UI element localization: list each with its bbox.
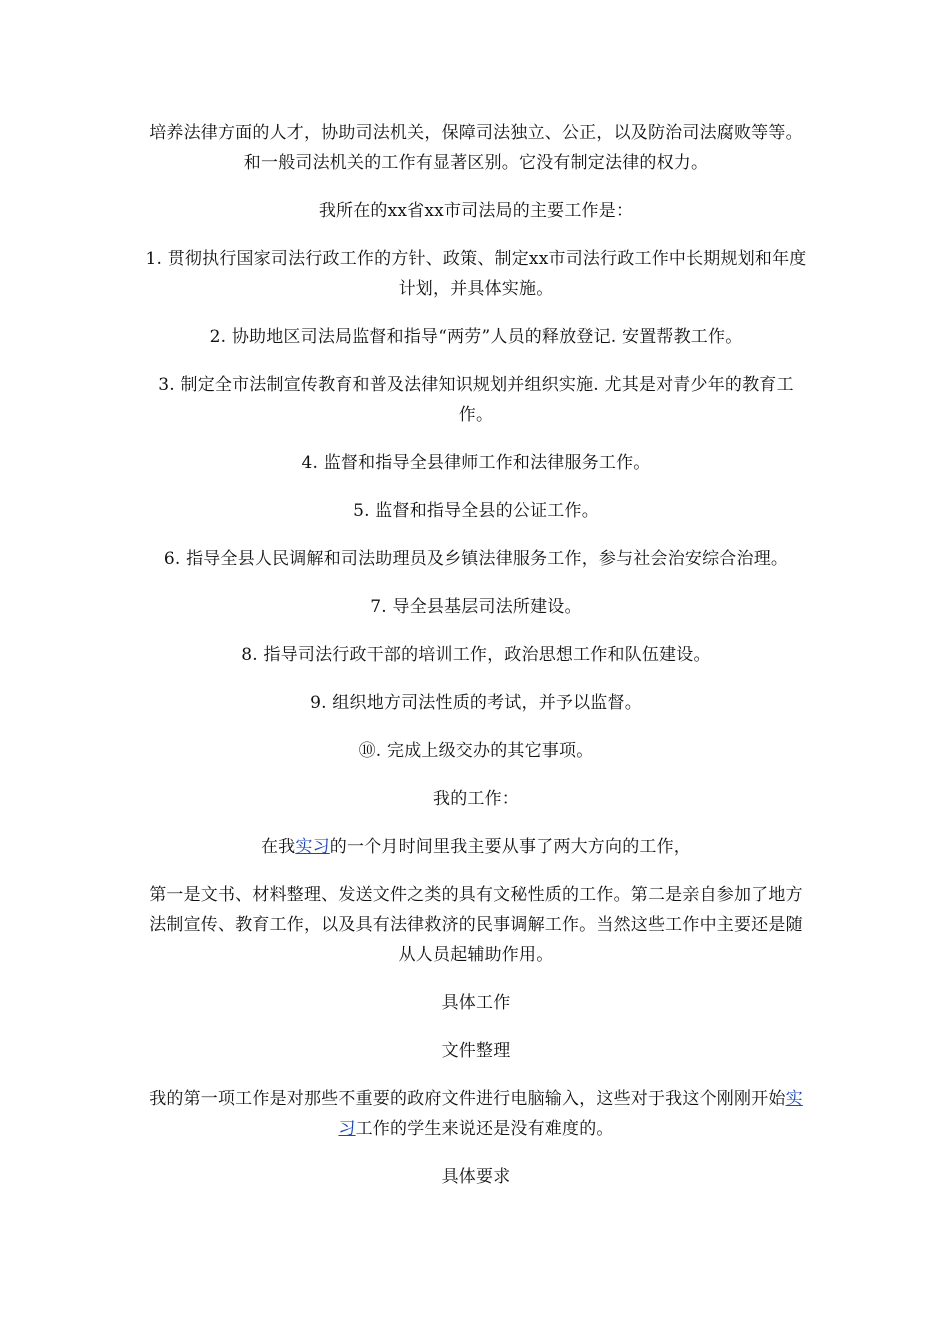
list-item-1: 1. 贯彻执行国家司法行政工作的方针、政策、制定xx市司法行政工作中长期规划和年度计划，并具体实施。: [145, 249, 807, 299]
document-body: [142, 118, 810, 1192]
text-segment: 的一个月时间里我主要从事了两大方向的工作，: [329, 837, 691, 857]
list-item-9: 9. 组织地方司法性质的考试，并予以监督。: [310, 693, 642, 713]
heading-specific-requirements: 具体要求: [441, 1167, 511, 1187]
paragraph-work-directions: 第一是文书、材料整理、发送文件之类的具有文秘性质的工作。第二是亲自参加了地方法制宣传、教育工作，以及具有法律救济的民事调解工作。当然这些工作中主要还是随从人员起辅助作用。: [149, 885, 803, 965]
list-item-2: 2. 协助地区司法局监督和指导“两劳”人员的释放登记. 安置帮教工作。: [209, 327, 743, 347]
list-item-6: 6. 指导全县人民调解和司法助理员及乡镇法律服务工作，参与社会治安综合治理。: [163, 549, 789, 569]
text-segment: 工作的学生来说还是没有难度的。: [355, 1119, 614, 1139]
paragraph-first-task: [142, 1084, 810, 1144]
heading-my-work: 我的工作：: [433, 789, 519, 809]
list-item-5: 5. 监督和指导全县的公证工作。: [353, 501, 599, 521]
heading-specific-work: 具体工作: [441, 993, 511, 1013]
internship-link[interactable]: 实习: [295, 837, 330, 857]
list-item-10: ⑩. 完成上级交办的其它事项。: [358, 741, 594, 761]
text-segment: 我的第一项工作是对那些不重要的政府文件进行电脑输入，这些对于我这个刚刚开始: [149, 1089, 786, 1109]
list-item-4: 4. 监督和指导全县律师工作和法律服务工作。: [301, 453, 651, 473]
text-segment: 在我: [260, 837, 296, 857]
list-item-3: 3. 制定全市法制宣传教育和普及法律知识规划并组织实施. 尤其是对青少年的教育工作。: [158, 375, 794, 425]
internship-link[interactable]: 实习: [338, 1089, 803, 1139]
paragraph-internship-month: [142, 832, 810, 862]
list-item-7: 7. 导全县基层司法所建设。: [370, 597, 582, 617]
paragraph-intro: 培养法律方面的人才，协助司法机关，保障司法独立、公正，以及防治司法腐败等等。和一般司法机关的工作有显著区别。它没有制定法律的权力。: [149, 123, 803, 173]
paragraph-main-work-heading: 我所在的xx省xx市司法局的主要工作是：: [318, 201, 634, 221]
list-item-8: 8. 指导司法行政干部的培训工作，政治思想工作和队伍建设。: [241, 645, 711, 665]
heading-document-organizing: 文件整理: [441, 1041, 511, 1061]
